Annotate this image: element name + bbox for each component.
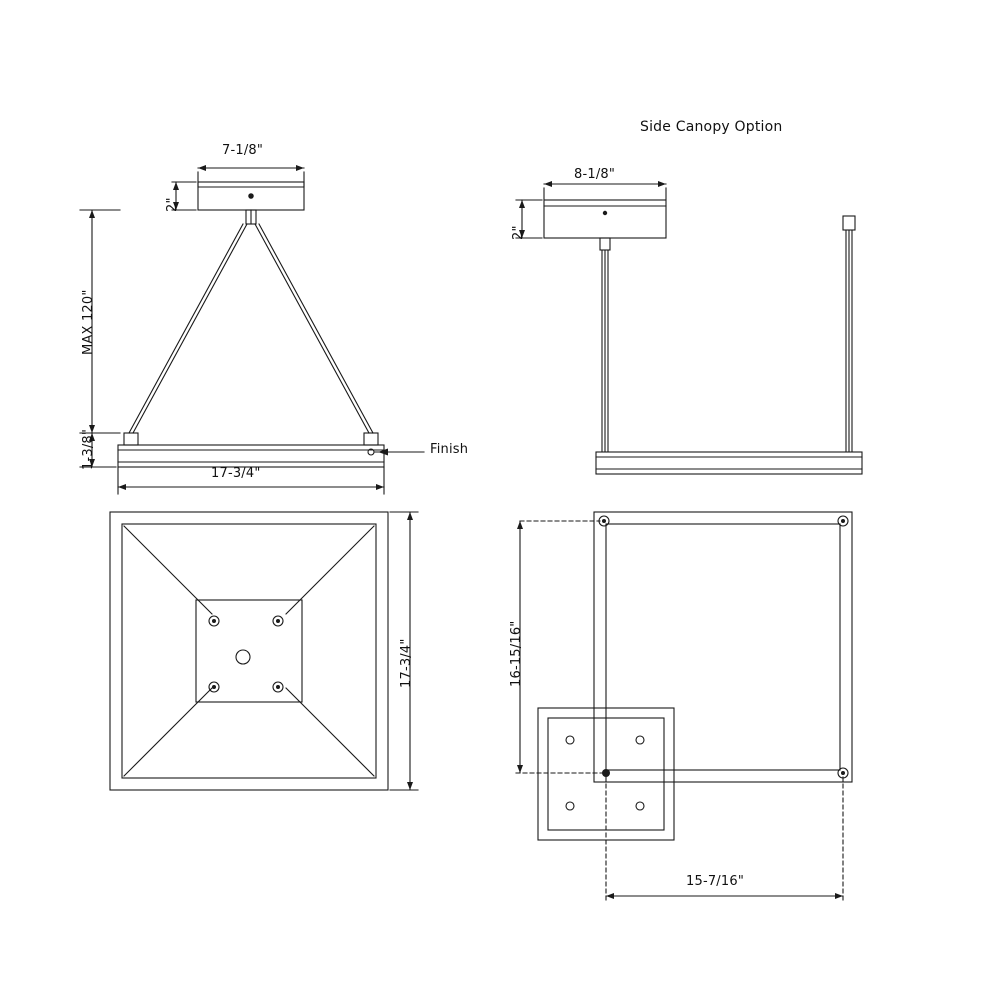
dim-label-max-drop: MAX 120" xyxy=(81,289,96,355)
fixture-body-front xyxy=(118,445,384,467)
side-plan-frame-inner xyxy=(606,524,840,770)
side-plan-frame-outer xyxy=(594,512,852,782)
dim-label-side-canopy-height: 2" xyxy=(511,225,526,240)
side-rod-top-fitting xyxy=(843,216,855,230)
side-canopy-plan-view xyxy=(516,512,852,900)
side-canopy-option-title: Side Canopy Option xyxy=(640,119,783,135)
dim-label-offset-width: 15-7/16" xyxy=(686,874,745,889)
dim-label-canopy-width: 7-1/8" xyxy=(222,143,264,158)
callout-label-finish: Finish xyxy=(430,442,469,457)
cable-left xyxy=(129,224,243,433)
plan-view xyxy=(110,512,418,790)
canopy-center-hole xyxy=(249,194,253,198)
side-plan-screw-tl xyxy=(566,736,574,744)
plan-cable-tl xyxy=(124,526,212,614)
dim-label-fixture-width: 17-3/4" xyxy=(211,466,261,481)
cable-right xyxy=(259,224,373,433)
cable-end-right xyxy=(364,433,378,445)
dim-label-canopy-height: 2" xyxy=(165,197,180,212)
plan-center-hole xyxy=(236,650,250,664)
side-canopy-elevation-view xyxy=(516,181,862,474)
side-canopy-hole xyxy=(603,211,607,215)
dim-label-offset-depth: 16-15/16" xyxy=(509,620,524,687)
dim-label-fixture-height: 1-3/8" xyxy=(81,428,96,470)
side-canopy-stem xyxy=(600,238,610,250)
plan-cable-tr xyxy=(286,526,374,614)
side-plan-center-hole xyxy=(602,769,610,777)
dim-label-plan-depth: 17-3/4" xyxy=(399,638,414,688)
dim-label-side-canopy-width: 8-1/8" xyxy=(574,167,616,182)
front-elevation-view xyxy=(80,165,424,494)
fixture-body-side xyxy=(596,452,862,474)
plan-cable-bl xyxy=(124,688,212,776)
side-plan-screw-tr xyxy=(636,736,644,744)
side-plan-screw-br xyxy=(636,802,644,810)
plan-canopy-plate xyxy=(196,600,302,702)
cable-end-left xyxy=(124,433,138,445)
side-plan-screw-bl xyxy=(566,802,574,810)
plan-cable-br xyxy=(286,688,374,776)
